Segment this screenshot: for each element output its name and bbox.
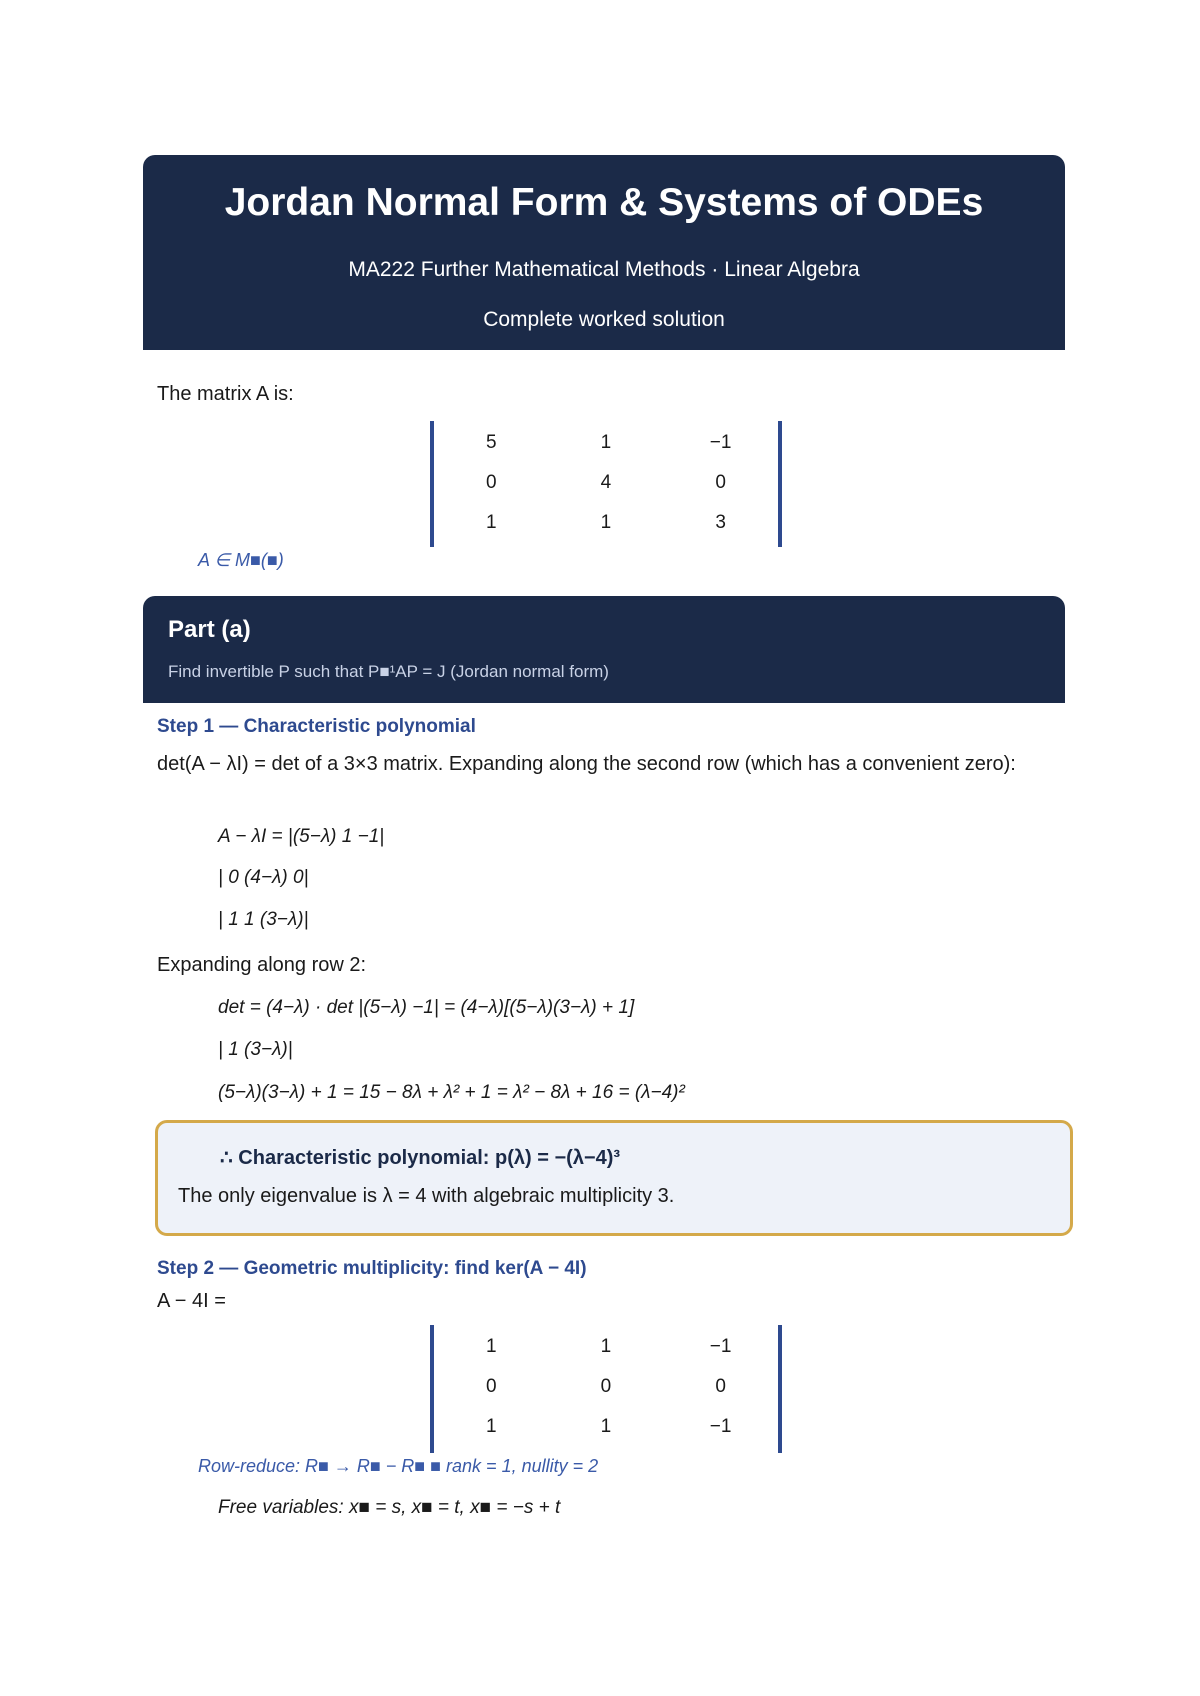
step1-equation: | 0 (4−λ) 0|: [218, 867, 309, 888]
result-title: ∴ Characteristic polynomial: p(λ) = −(λ−4)³: [220, 1147, 621, 1169]
characteristic-polynomial-result: [155, 1120, 1073, 1236]
step1-equation: | 1 1 (3−λ)|: [218, 909, 309, 930]
step1-equation: det = (4−λ) · det |(5−λ) −1| = (4−λ)[(5−λ)(3−λ) + 1]: [218, 997, 635, 1018]
matrix-cell: 1: [600, 512, 612, 533]
matrix-cell: −1: [709, 1336, 732, 1357]
matrix-cell: 0: [715, 472, 726, 493]
document-tagline: Complete worked solution: [483, 308, 725, 331]
matrix-row: [434, 463, 778, 503]
step1-title: Step 1 — Characteristic polynomial: [157, 716, 476, 737]
matrix-a-minus-4i: [430, 1325, 782, 1453]
matrix-row: [434, 1327, 778, 1367]
matrix-cell: 1: [600, 1416, 612, 1437]
matrix-cell: 0: [486, 1376, 497, 1397]
document-subtitle: MA222 Further Mathematical Methods · Linear Algebra: [348, 258, 860, 281]
document-title: Jordan Normal Form & Systems of ODEs: [224, 181, 984, 224]
step1-equation: (5−λ)(3−λ) + 1 = 15 − 8λ + λ² + 1 = λ² − 8λ + 16 = (λ−4)²: [218, 1082, 685, 1103]
result-text: The only eigenvalue is λ = 4 with algebraic multiplicity 3.: [178, 1185, 675, 1207]
matrix-row: [434, 503, 778, 543]
matrix-cell: 3: [715, 512, 726, 533]
matrix-a: [430, 421, 782, 547]
part-a-description: Find invertible P such that P■¹AP = J (Jordan normal form): [168, 662, 609, 681]
step2-label: A − 4I =: [157, 1290, 226, 1312]
matrix-cell: 5: [486, 432, 497, 453]
matrix-cell: 1: [486, 1336, 497, 1357]
part-a-title: Part (a): [168, 616, 251, 643]
matrix-cell: 1: [486, 1416, 497, 1437]
matrix-a-note: A ∈ M■(■): [198, 550, 284, 570]
matrix-row: [434, 1367, 778, 1407]
matrix-row: [434, 423, 778, 463]
matrix-cell: 1: [486, 512, 497, 533]
row-reduce-note: Row-reduce: R■ → R■ − R■ ■ rank = 1, nullity = 2: [198, 1456, 599, 1476]
matrix-cell: −1: [709, 432, 732, 453]
matrix-cell: 0: [600, 1376, 612, 1397]
matrix-cell: 1: [600, 1336, 612, 1357]
intro-text: The matrix A is:: [157, 383, 294, 405]
document-header: [143, 155, 1065, 350]
expanding-text: Expanding along row 2:: [157, 954, 367, 976]
matrix-cell: 4: [600, 472, 612, 493]
step1-equation: A − λI = |(5−λ) 1 −1|: [218, 826, 385, 847]
part-a-header: [143, 596, 1065, 703]
matrix-cell: −1: [709, 1416, 732, 1437]
step1-equation: | 1 (3−λ)|: [218, 1039, 293, 1060]
matrix-row: [434, 1407, 778, 1447]
matrix-cell: 0: [486, 472, 497, 493]
step1-text: det(A − λI) = det of a 3×3 matrix. Expanding along the second row (which has a convenient zero):: [157, 753, 1016, 775]
matrix-cell: 0: [715, 1376, 726, 1397]
step2-title: Step 2 — Geometric multiplicity: find ker(A − 4I): [157, 1258, 587, 1279]
matrix-cell: 1: [600, 432, 612, 453]
free-variables: Free variables: x■ = s, x■ = t, x■ = −s + t: [218, 1497, 561, 1518]
